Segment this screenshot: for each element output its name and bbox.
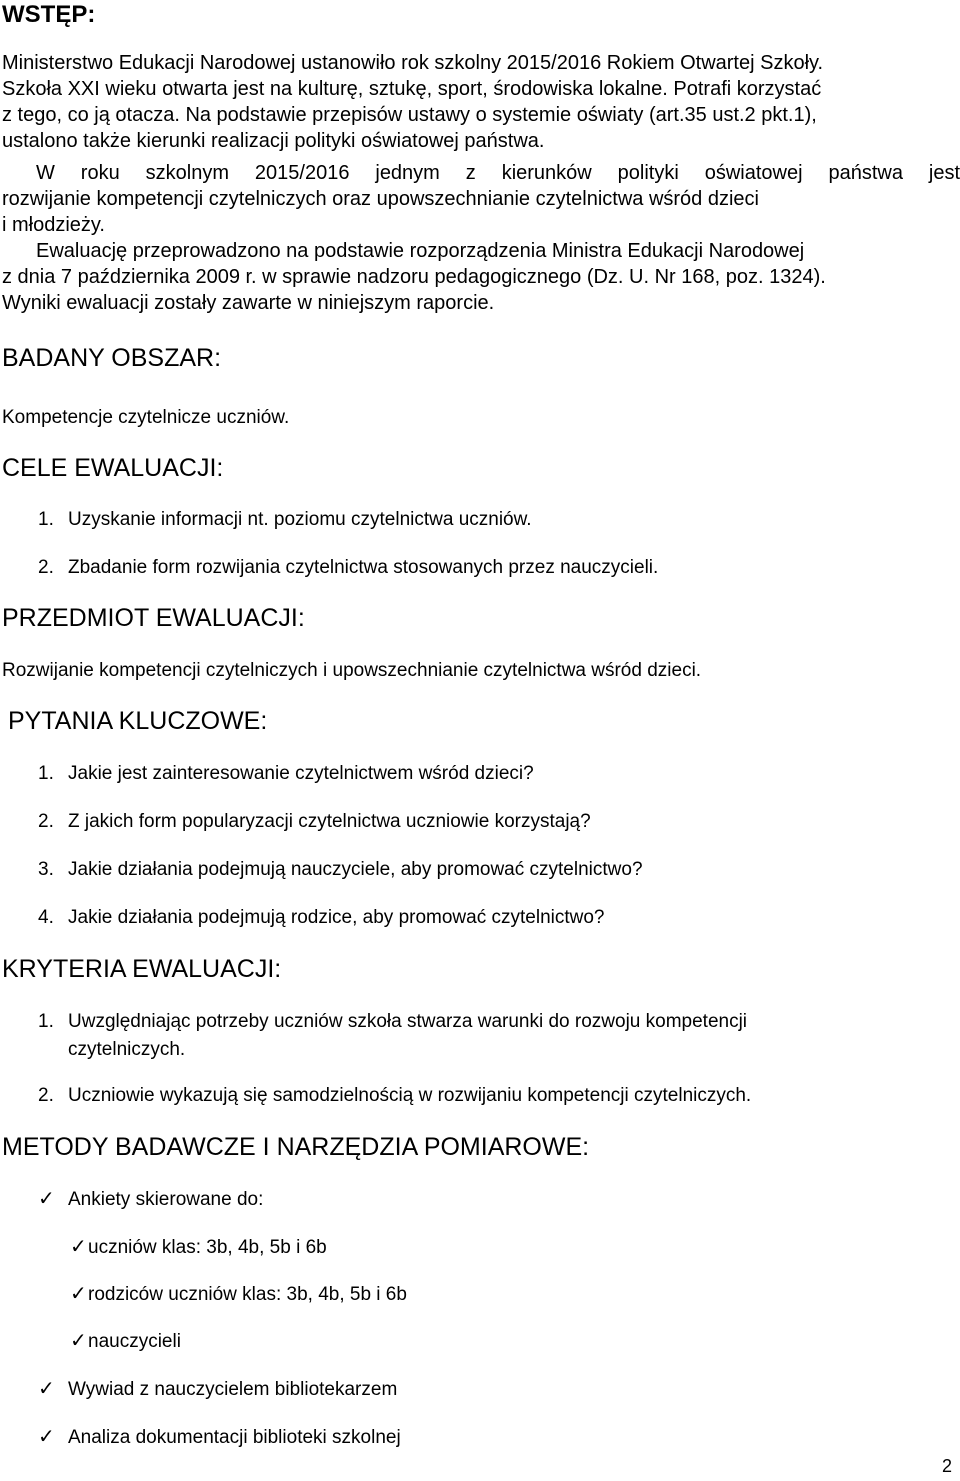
method-interview-text: Wywiad z nauczycielem bibliotekarzem (68, 1379, 398, 1400)
goal-text: Uzyskanie informacji nt. poziomu czytelnictwa uczniów. (68, 509, 532, 530)
checkmark-icon: ✓ (70, 1328, 87, 1352)
method-analysis (38, 1424, 401, 1450)
intro-para2-line-3: i młodzieży. (2, 214, 105, 236)
survey-target-1 (70, 1234, 327, 1260)
subject-text: Rozwijanie kompetencji czytelniczych i upowszechnianie czytelnictwa wśród dzieci. (2, 660, 702, 681)
intro-para3-line-2: z dnia 7 października 2009 r. w sprawie nadzoru pedagogicznego (Dz. U. Nr 168, poz. 1324). (2, 266, 826, 288)
criterion-text: Uwzględniając potrzeby uczniów szkoła stwarza warunki do rozwoju kompetencji (68, 1011, 748, 1032)
intro-line-3: z tego, co ją otacza. Na podstawie przepisów ustawy o systemie oświaty (art.35 ust.2 pkt.1), (2, 104, 817, 126)
criterion-number: 1. (38, 1011, 54, 1032)
question-number: 4. (38, 907, 54, 928)
question-text: Z jakich form popularyzacji czytelnictwa uczniowie korzystają? (68, 811, 591, 832)
question-text: Jakie działania podejmują nauczyciele, aby promować czytelnictwo? (68, 859, 643, 880)
subject-heading: PRZEDMIOT EWALUACJI: (2, 604, 305, 632)
intro-para2-line-1: W roku szkolnym 2015/2016 jednym z kierunków polityki oświatowej państwa jest (36, 162, 960, 184)
question-number: 3. (38, 859, 54, 880)
methods-heading: METODY BADAWCZE I NARZĘDZIA POMIAROWE: (2, 1133, 590, 1161)
criteria-heading: KRYTERIA EWALUACJI: (2, 955, 282, 983)
criterion-number: 2. (38, 1085, 54, 1106)
intro-para3-line-1: Ewaluację przeprowadzono na podstawie rozporządzenia Ministra Edukacji Narodowej (36, 240, 805, 262)
goal-item-1 (38, 508, 532, 532)
question-text: Jakie działania podejmują rodzice, aby promować czytelnictwo? (68, 907, 605, 928)
area-heading: BADANY OBSZAR: (2, 344, 222, 372)
survey-target-text: uczniów klas: 3b, 4b, 5b i 6b (88, 1237, 327, 1258)
method-surveys-label: Ankiety skierowane do: (68, 1189, 264, 1210)
method-interview (38, 1376, 397, 1402)
question-item-3 (38, 858, 643, 882)
question-text: Jakie jest zainteresowanie czytelnictwem wśród dzieci? (68, 763, 534, 784)
goal-item-2 (38, 556, 658, 580)
intro-line-4: ustalono także kierunki realizacji polityki oświatowej państwa. (2, 130, 545, 152)
method-surveys (38, 1186, 263, 1212)
method-analysis-text: Analiza dokumentacji biblioteki szkolnej (68, 1427, 401, 1448)
intro-para3-line-3: Wyniki ewaluacji zostały zawarte w niniejszym raporcie. (2, 292, 495, 314)
checkmark-icon: ✓ (38, 1424, 55, 1448)
area-text: Kompetencje czytelnicze uczniów. (2, 407, 290, 428)
question-item-1 (38, 762, 534, 786)
survey-target-text: rodziców uczniów klas: 3b, 4b, 5b i 6b (88, 1284, 407, 1305)
criterion-text: Uczniowie wykazują się samodzielnością w rozwijaniu kompetencji czytelniczych. (68, 1085, 752, 1106)
goals-heading: CELE EWALUACJI: (2, 454, 224, 482)
intro-para2-line-2: rozwijanie kompetencji czytelniczych oraz upowszechnianie czytelnictwa wśród dzieci (2, 188, 759, 210)
checkmark-icon: ✓ (70, 1281, 87, 1305)
goal-text: Zbadanie form rozwijania czytelnictwa stosowanych przez nauczycieli. (68, 557, 659, 578)
intro-line-2: Szkoła XXI wieku otwarta jest na kulturę, sztukę, sport, środowiska lokalne. Potrafi korzystać (2, 78, 822, 100)
goal-number: 2. (38, 557, 54, 578)
page-number: 2 (941, 1456, 952, 1476)
goal-number: 1. (38, 509, 54, 530)
criterion-item-1-continuation: czytelniczych. (68, 1039, 186, 1060)
intro-line-1: Ministerstwo Edukacji Narodowej ustanowiło rok szkolny 2015/2016 Rokiem Otwartej Szkoły. (2, 52, 824, 74)
question-number: 2. (38, 811, 54, 832)
question-item-2 (38, 810, 591, 834)
survey-target-text: nauczycieli (88, 1331, 181, 1352)
survey-target-3 (70, 1328, 181, 1354)
survey-target-2 (70, 1281, 407, 1307)
criterion-item-2 (38, 1084, 751, 1108)
questions-heading: PYTANIA KLUCZOWE: (8, 707, 268, 735)
intro-heading: WSTĘP: (2, 1, 96, 28)
question-number: 1. (38, 763, 54, 784)
checkmark-icon: ✓ (70, 1234, 87, 1258)
question-item-4 (38, 906, 605, 930)
criterion-item-1 (38, 1010, 747, 1034)
checkmark-icon: ✓ (38, 1376, 55, 1400)
checkmark-icon: ✓ (38, 1186, 55, 1210)
